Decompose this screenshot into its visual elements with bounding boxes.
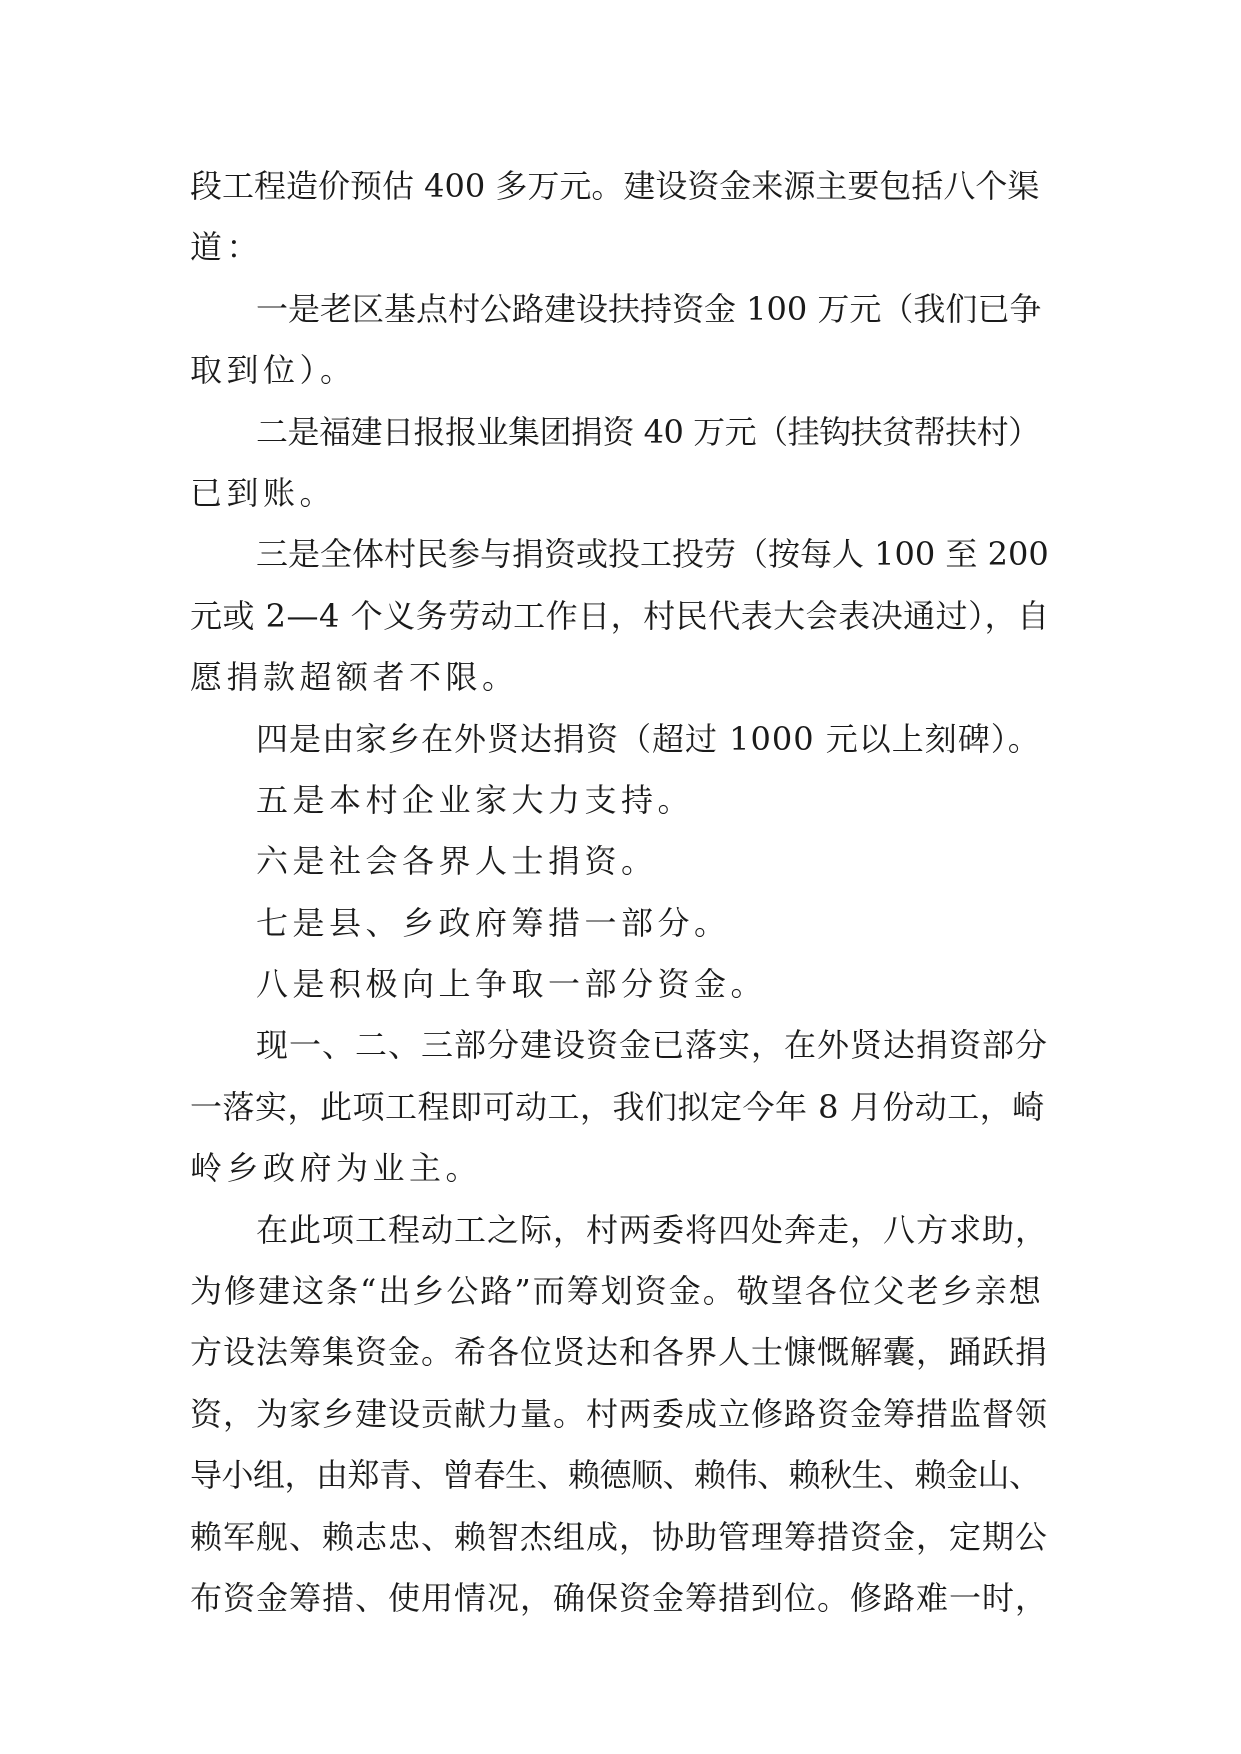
text-line: 愿捐款超额者不限。 <box>190 658 519 697</box>
text-line: 赖军舰、赖志忠、赖智杰组成，协助管理筹措资金，定期公 <box>190 1517 1049 1556</box>
text-line: 六是社会各界人士捐资。 <box>256 842 658 881</box>
text-line: 岭乡政府为业主。 <box>190 1149 483 1188</box>
text-line: 二是福建日报报业集团捐资 40 万元（挂钩扶贫帮扶村） <box>256 412 1040 451</box>
text-line: 现一、二、三部分建设资金已落实，在外贤达捐资部分 <box>256 1026 1049 1065</box>
text-line: 布资金筹措、使用情况，确保资金筹措到位。修路难一时， <box>190 1578 1049 1617</box>
text-line: 一是老区基点村公路建设扶持资金 100 万元（我们已争 <box>256 289 1042 328</box>
text-line: 导小组，由郑青、曾春生、赖德顺、赖伟、赖秋生、赖金山、 <box>190 1456 1041 1495</box>
text-line: 方设法筹集资金。希各位贤达和各界人士慷慨解囊，踊跃捐 <box>190 1333 1049 1372</box>
text-line: 元或 2—4 个义务劳动工作日，村民代表大会表决通过），自 <box>190 596 1050 635</box>
text-line: 取到位）。 <box>190 351 357 390</box>
text-line: 道： <box>190 228 264 267</box>
text-line: 八是积极向上争取一部分资金。 <box>256 965 768 1004</box>
text-line: 资，为家乡建设贡献力量。村两委成立修路资金筹措监督领 <box>190 1394 1049 1433</box>
text-line: 已到账。 <box>190 473 337 512</box>
text-line: 段工程造价预估 400 多万元。建设资金来源主要包括八个渠 <box>190 167 1040 205</box>
text-line: 在此项工程动工之际，村两委将四处奔走，八方求助， <box>256 1210 1049 1249</box>
text-line: 三是全体村民参与捐资或投工投劳（按每人 100 至 200 <box>256 535 1049 574</box>
text-line: 七是县、乡政府筹措一部分。 <box>256 903 731 942</box>
document-body <box>190 156 1050 1629</box>
text-line: 为修建这条“出乡公路”而筹划资金。敬望各位父老乡亲想 <box>190 1272 1043 1311</box>
text-line: 一落实，此项工程即可动工，我们拟定今年 8 月份动工，崎 <box>190 1087 1045 1126</box>
text-line: 四是由家乡在外贤达捐资（超过 1000 元以上刻碑）。 <box>256 719 1041 758</box>
text-line: 五是本村企业家大力支持。 <box>256 780 695 819</box>
